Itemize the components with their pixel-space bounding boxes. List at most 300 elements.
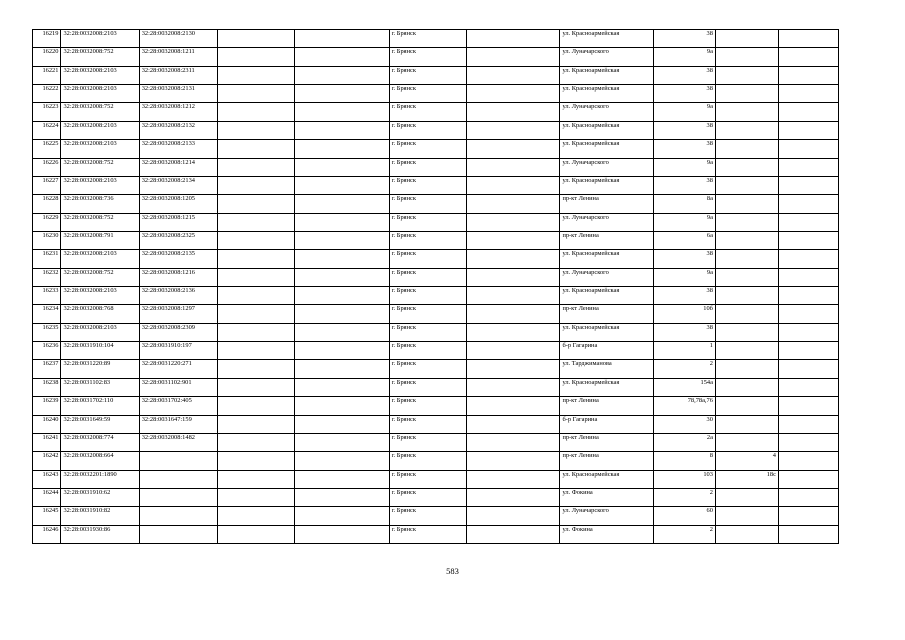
street-cell: пр-кт Ленина bbox=[560, 305, 654, 323]
building-cadastral-number-cell: 32:28:0031647:159 bbox=[139, 415, 217, 433]
building-cadastral-number-cell: 32:28:0032008:2130 bbox=[139, 30, 217, 48]
building-cadastral-number-cell bbox=[139, 507, 217, 525]
building-number-cell bbox=[715, 158, 778, 176]
building-cadastral-number-cell: 32:28:0032008:1212 bbox=[139, 103, 217, 121]
record-number-cell: 16244 bbox=[33, 488, 61, 506]
building-cadastral-number-cell: 32:28:0031220:271 bbox=[139, 360, 217, 378]
blank-column-4-cell bbox=[217, 287, 294, 305]
house-number-cell: 8а bbox=[653, 195, 715, 213]
building-cadastral-number-cell: 32:28:0031102:901 bbox=[139, 378, 217, 396]
blank-column-4-cell bbox=[217, 231, 294, 249]
building-number-cell bbox=[715, 195, 778, 213]
blank-column-4-cell bbox=[217, 48, 294, 66]
street-cell: ул. Луначарского bbox=[560, 213, 654, 231]
blank-column-5-cell bbox=[295, 195, 390, 213]
building-number-cell bbox=[715, 287, 778, 305]
blank-column-7-cell bbox=[466, 176, 560, 194]
record-number-cell: 16241 bbox=[33, 433, 61, 451]
blank-column-7-cell bbox=[466, 470, 560, 488]
street-cell: ул. Луначарского bbox=[560, 48, 654, 66]
record-number-cell: 16246 bbox=[33, 525, 61, 543]
city-cell: г. Брянск bbox=[389, 48, 466, 66]
city-cell: г. Брянск bbox=[389, 85, 466, 103]
blank-column-7-cell bbox=[466, 250, 560, 268]
parcel-cadastral-number-cell: 32:28:0032008:768 bbox=[61, 305, 139, 323]
house-number-cell: 9а bbox=[653, 268, 715, 286]
blank-column-4-cell bbox=[217, 470, 294, 488]
table-row bbox=[33, 158, 839, 176]
street-cell: ул. Фокина bbox=[560, 488, 654, 506]
city-cell: г. Брянск bbox=[389, 452, 466, 470]
record-number-cell: 16222 bbox=[33, 85, 61, 103]
house-number-cell: 38 bbox=[653, 66, 715, 84]
blank-column-7-cell bbox=[466, 378, 560, 396]
blank-column-7-cell bbox=[466, 140, 560, 158]
house-number-cell: 1 bbox=[653, 342, 715, 360]
blank-column-5-cell bbox=[295, 415, 390, 433]
page-number: 583 bbox=[446, 566, 459, 576]
city-cell: г. Брянск bbox=[389, 305, 466, 323]
building-cadastral-number-cell: 32:28:0032008:2131 bbox=[139, 85, 217, 103]
apartment-number-cell bbox=[778, 195, 838, 213]
blank-column-7-cell bbox=[466, 195, 560, 213]
table-row bbox=[33, 268, 839, 286]
street-cell: пр-кт Ленина bbox=[560, 397, 654, 415]
table-row bbox=[33, 360, 839, 378]
parcel-cadastral-number-cell: 32:28:0032008:2103 bbox=[61, 287, 139, 305]
parcel-cadastral-number-cell: 32:28:0032008:774 bbox=[61, 433, 139, 451]
house-number-cell: 38 bbox=[653, 121, 715, 139]
street-cell: ул. Луначарского bbox=[560, 158, 654, 176]
record-number-cell: 16224 bbox=[33, 121, 61, 139]
blank-column-4-cell bbox=[217, 323, 294, 341]
blank-column-5-cell bbox=[295, 305, 390, 323]
parcel-cadastral-number-cell: 32:28:0032008:2103 bbox=[61, 140, 139, 158]
table-row bbox=[33, 30, 839, 48]
parcel-cadastral-number-cell: 32:28:0032008:791 bbox=[61, 231, 139, 249]
parcel-cadastral-number-cell: 32:28:0032008:2103 bbox=[61, 176, 139, 194]
building-number-cell: 18с bbox=[715, 470, 778, 488]
parcel-cadastral-number-cell: 32:28:0032008:2103 bbox=[61, 85, 139, 103]
blank-column-4-cell bbox=[217, 250, 294, 268]
blank-column-4-cell bbox=[217, 176, 294, 194]
blank-column-4-cell bbox=[217, 433, 294, 451]
city-cell: г. Брянск bbox=[389, 66, 466, 84]
house-number-cell: 38 bbox=[653, 140, 715, 158]
city-cell: г. Брянск bbox=[389, 525, 466, 543]
table-row bbox=[33, 121, 839, 139]
blank-column-4-cell bbox=[217, 525, 294, 543]
building-number-cell bbox=[715, 397, 778, 415]
building-cadastral-number-cell: 32:28:0032008:1482 bbox=[139, 433, 217, 451]
blank-column-7-cell bbox=[466, 525, 560, 543]
record-number-cell: 16223 bbox=[33, 103, 61, 121]
record-number-cell: 16230 bbox=[33, 231, 61, 249]
house-number-cell: 103 bbox=[653, 470, 715, 488]
blank-column-7-cell bbox=[466, 415, 560, 433]
blank-column-7-cell bbox=[466, 488, 560, 506]
parcel-cadastral-number-cell: 32:28:0031910:82 bbox=[61, 507, 139, 525]
city-cell: г. Брянск bbox=[389, 158, 466, 176]
registry-sheet bbox=[32, 29, 839, 544]
building-number-cell bbox=[715, 176, 778, 194]
table-row bbox=[33, 250, 839, 268]
house-number-cell: 8 bbox=[653, 452, 715, 470]
building-cadastral-number-cell bbox=[139, 488, 217, 506]
blank-column-5-cell bbox=[295, 231, 390, 249]
city-cell: г. Брянск bbox=[389, 397, 466, 415]
blank-column-4-cell bbox=[217, 30, 294, 48]
blank-column-5-cell bbox=[295, 30, 390, 48]
registry-table bbox=[32, 29, 839, 544]
blank-column-7-cell bbox=[466, 30, 560, 48]
table-row bbox=[33, 507, 839, 525]
blank-column-4-cell bbox=[217, 342, 294, 360]
building-number-cell: 4 bbox=[715, 452, 778, 470]
apartment-number-cell bbox=[778, 66, 838, 84]
house-number-cell: 38 bbox=[653, 323, 715, 341]
house-number-cell: 38 bbox=[653, 250, 715, 268]
house-number-cell: 154а bbox=[653, 378, 715, 396]
record-number-cell: 16232 bbox=[33, 268, 61, 286]
parcel-cadastral-number-cell: 32:28:0031220:89 bbox=[61, 360, 139, 378]
building-cadastral-number-cell: 32:28:0031910:197 bbox=[139, 342, 217, 360]
house-number-cell: 10б bbox=[653, 305, 715, 323]
blank-column-5-cell bbox=[295, 433, 390, 451]
street-cell: б-р Гагарина bbox=[560, 415, 654, 433]
blank-column-7-cell bbox=[466, 268, 560, 286]
parcel-cadastral-number-cell: 32:28:0032008:752 bbox=[61, 103, 139, 121]
city-cell: г. Брянск bbox=[389, 213, 466, 231]
blank-column-5-cell bbox=[295, 213, 390, 231]
building-cadastral-number-cell: 32:28:0032008:2309 bbox=[139, 323, 217, 341]
record-number-cell: 16242 bbox=[33, 452, 61, 470]
record-number-cell: 16235 bbox=[33, 323, 61, 341]
street-cell: ул. Красноармейская bbox=[560, 66, 654, 84]
building-number-cell bbox=[715, 85, 778, 103]
building-number-cell bbox=[715, 433, 778, 451]
table-row bbox=[33, 525, 839, 543]
table-row bbox=[33, 287, 839, 305]
table-row bbox=[33, 470, 839, 488]
record-number-cell: 16228 bbox=[33, 195, 61, 213]
table-row bbox=[33, 433, 839, 451]
building-cadastral-number-cell: 32:28:0032008:1216 bbox=[139, 268, 217, 286]
table-row bbox=[33, 231, 839, 249]
city-cell: г. Брянск bbox=[389, 323, 466, 341]
street-cell: ул. Красноармейская bbox=[560, 470, 654, 488]
city-cell: г. Брянск bbox=[389, 470, 466, 488]
city-cell: г. Брянск bbox=[389, 121, 466, 139]
building-cadastral-number-cell bbox=[139, 452, 217, 470]
building-number-cell bbox=[715, 342, 778, 360]
house-number-cell: 2 bbox=[653, 360, 715, 378]
blank-column-4-cell bbox=[217, 415, 294, 433]
blank-column-7-cell bbox=[466, 360, 560, 378]
blank-column-5-cell bbox=[295, 378, 390, 396]
table-row bbox=[33, 176, 839, 194]
record-number-cell: 16225 bbox=[33, 140, 61, 158]
blank-column-4-cell bbox=[217, 213, 294, 231]
blank-column-7-cell bbox=[466, 287, 560, 305]
building-cadastral-number-cell: 32:28:0031702:405 bbox=[139, 397, 217, 415]
record-number-cell: 16231 bbox=[33, 250, 61, 268]
building-number-cell bbox=[715, 140, 778, 158]
street-cell: ул. Красноармейская bbox=[560, 140, 654, 158]
house-number-cell: 60 bbox=[653, 507, 715, 525]
blank-column-4-cell bbox=[217, 121, 294, 139]
street-cell: ул. Луначарского bbox=[560, 103, 654, 121]
blank-column-7-cell bbox=[466, 507, 560, 525]
parcel-cadastral-number-cell: 32:28:0031930:86 bbox=[61, 525, 139, 543]
blank-column-4-cell bbox=[217, 103, 294, 121]
table-row bbox=[33, 452, 839, 470]
table-row bbox=[33, 305, 839, 323]
record-number-cell: 16219 bbox=[33, 30, 61, 48]
table-row bbox=[33, 195, 839, 213]
table-row bbox=[33, 140, 839, 158]
building-number-cell bbox=[715, 48, 778, 66]
street-cell: ул. Красноармейская bbox=[560, 250, 654, 268]
building-number-cell bbox=[715, 360, 778, 378]
blank-column-4-cell bbox=[217, 488, 294, 506]
apartment-number-cell bbox=[778, 121, 838, 139]
blank-column-5-cell bbox=[295, 176, 390, 194]
street-cell: пр-кт Ленина bbox=[560, 195, 654, 213]
apartment-number-cell bbox=[778, 48, 838, 66]
street-cell: ул. Луначарского bbox=[560, 268, 654, 286]
apartment-number-cell bbox=[778, 268, 838, 286]
record-number-cell: 16237 bbox=[33, 360, 61, 378]
blank-column-7-cell bbox=[466, 66, 560, 84]
building-number-cell bbox=[715, 213, 778, 231]
house-number-cell: 2 bbox=[653, 525, 715, 543]
street-cell: ул. Красноармейская bbox=[560, 30, 654, 48]
table-row bbox=[33, 66, 839, 84]
city-cell: г. Брянск bbox=[389, 433, 466, 451]
blank-column-5-cell bbox=[295, 85, 390, 103]
record-number-cell: 16229 bbox=[33, 213, 61, 231]
table-row bbox=[33, 378, 839, 396]
apartment-number-cell bbox=[778, 140, 838, 158]
blank-column-5-cell bbox=[295, 525, 390, 543]
street-cell: ул. Красноармейская bbox=[560, 323, 654, 341]
parcel-cadastral-number-cell: 32:28:0032008:752 bbox=[61, 48, 139, 66]
blank-column-4-cell bbox=[217, 195, 294, 213]
apartment-number-cell bbox=[778, 158, 838, 176]
parcel-cadastral-number-cell: 32:28:0031702:110 bbox=[61, 397, 139, 415]
apartment-number-cell bbox=[778, 360, 838, 378]
street-cell: ул. Красноармейская bbox=[560, 121, 654, 139]
record-number-cell: 16234 bbox=[33, 305, 61, 323]
building-cadastral-number-cell: 32:28:0032008:2136 bbox=[139, 287, 217, 305]
street-cell: ул. Луначарского bbox=[560, 507, 654, 525]
apartment-number-cell bbox=[778, 323, 838, 341]
building-cadastral-number-cell: 32:28:0032008:2325 bbox=[139, 231, 217, 249]
city-cell: г. Брянск bbox=[389, 103, 466, 121]
house-number-cell: 2а bbox=[653, 433, 715, 451]
building-number-cell bbox=[715, 507, 778, 525]
street-cell: пр-кт Ленина bbox=[560, 452, 654, 470]
parcel-cadastral-number-cell: 32:28:0032008:2103 bbox=[61, 121, 139, 139]
blank-column-4-cell bbox=[217, 397, 294, 415]
blank-column-7-cell bbox=[466, 121, 560, 139]
blank-column-5-cell bbox=[295, 323, 390, 341]
building-number-cell bbox=[715, 231, 778, 249]
blank-column-4-cell bbox=[217, 85, 294, 103]
building-cadastral-number-cell: 32:28:0032008:1214 bbox=[139, 158, 217, 176]
building-cadastral-number-cell: 32:28:0032008:1211 bbox=[139, 48, 217, 66]
record-number-cell: 16238 bbox=[33, 378, 61, 396]
city-cell: г. Брянск bbox=[389, 287, 466, 305]
blank-column-7-cell bbox=[466, 158, 560, 176]
parcel-cadastral-number-cell: 32:28:0032201:1890 bbox=[61, 470, 139, 488]
building-number-cell bbox=[715, 378, 778, 396]
city-cell: г. Брянск bbox=[389, 415, 466, 433]
blank-column-5-cell bbox=[295, 121, 390, 139]
street-cell: ул. Красноармейская bbox=[560, 287, 654, 305]
city-cell: г. Брянск bbox=[389, 488, 466, 506]
apartment-number-cell bbox=[778, 250, 838, 268]
street-cell: ул. Красноармейская bbox=[560, 378, 654, 396]
record-number-cell: 16240 bbox=[33, 415, 61, 433]
apartment-number-cell bbox=[778, 488, 838, 506]
blank-column-5-cell bbox=[295, 268, 390, 286]
apartment-number-cell bbox=[778, 231, 838, 249]
parcel-cadastral-number-cell: 32:28:0032008:752 bbox=[61, 268, 139, 286]
apartment-number-cell bbox=[778, 30, 838, 48]
blank-column-7-cell bbox=[466, 48, 560, 66]
record-number-cell: 16243 bbox=[33, 470, 61, 488]
blank-column-5-cell bbox=[295, 250, 390, 268]
house-number-cell: 9а bbox=[653, 213, 715, 231]
city-cell: г. Брянск bbox=[389, 250, 466, 268]
blank-column-4-cell bbox=[217, 507, 294, 525]
parcel-cadastral-number-cell: 32:28:0031910:104 bbox=[61, 342, 139, 360]
city-cell: г. Брянск bbox=[389, 195, 466, 213]
building-number-cell bbox=[715, 268, 778, 286]
blank-column-5-cell bbox=[295, 66, 390, 84]
record-number-cell: 16236 bbox=[33, 342, 61, 360]
parcel-cadastral-number-cell: 32:28:0032008:664 bbox=[61, 452, 139, 470]
building-cadastral-number-cell: 32:28:0032008:2132 bbox=[139, 121, 217, 139]
parcel-cadastral-number-cell: 32:28:0032008:752 bbox=[61, 213, 139, 231]
building-number-cell bbox=[715, 323, 778, 341]
street-cell: ул. Красноармейская bbox=[560, 176, 654, 194]
street-cell: пр-кт Ленина bbox=[560, 231, 654, 249]
building-number-cell bbox=[715, 305, 778, 323]
blank-column-4-cell bbox=[217, 378, 294, 396]
parcel-cadastral-number-cell: 32:28:0032008:736 bbox=[61, 195, 139, 213]
street-cell: б-р Гагарина bbox=[560, 342, 654, 360]
building-cadastral-number-cell bbox=[139, 470, 217, 488]
house-number-cell: 9а bbox=[653, 103, 715, 121]
blank-column-4-cell bbox=[217, 66, 294, 84]
blank-column-4-cell bbox=[217, 305, 294, 323]
record-number-cell: 16245 bbox=[33, 507, 61, 525]
apartment-number-cell bbox=[778, 176, 838, 194]
street-cell: ул. Красноармейская bbox=[560, 85, 654, 103]
blank-column-7-cell bbox=[466, 213, 560, 231]
city-cell: г. Брянск bbox=[389, 507, 466, 525]
parcel-cadastral-number-cell: 32:28:0032008:2103 bbox=[61, 250, 139, 268]
table-row bbox=[33, 397, 839, 415]
blank-column-5-cell bbox=[295, 103, 390, 121]
blank-column-7-cell bbox=[466, 433, 560, 451]
house-number-cell: 38 bbox=[653, 30, 715, 48]
table-row bbox=[33, 488, 839, 506]
blank-column-7-cell bbox=[466, 103, 560, 121]
blank-column-4-cell bbox=[217, 140, 294, 158]
apartment-number-cell bbox=[778, 470, 838, 488]
building-cadastral-number-cell: 32:28:0032008:1215 bbox=[139, 213, 217, 231]
building-number-cell bbox=[715, 488, 778, 506]
record-number-cell: 16221 bbox=[33, 66, 61, 84]
blank-column-5-cell bbox=[295, 470, 390, 488]
table-row bbox=[33, 85, 839, 103]
apartment-number-cell bbox=[778, 507, 838, 525]
blank-column-5-cell bbox=[295, 397, 390, 415]
blank-column-7-cell bbox=[466, 231, 560, 249]
blank-column-4-cell bbox=[217, 360, 294, 378]
blank-column-7-cell bbox=[466, 397, 560, 415]
apartment-number-cell bbox=[778, 305, 838, 323]
parcel-cadastral-number-cell: 32:28:0032008:752 bbox=[61, 158, 139, 176]
table-row bbox=[33, 323, 839, 341]
building-cadastral-number-cell: 32:28:0032008:2134 bbox=[139, 176, 217, 194]
record-number-cell: 16233 bbox=[33, 287, 61, 305]
blank-column-4-cell bbox=[217, 158, 294, 176]
blank-column-5-cell bbox=[295, 507, 390, 525]
table-row bbox=[33, 342, 839, 360]
building-number-cell bbox=[715, 103, 778, 121]
building-cadastral-number-cell: 32:28:0032008:2311 bbox=[139, 66, 217, 84]
city-cell: г. Брянск bbox=[389, 231, 466, 249]
blank-column-5-cell bbox=[295, 48, 390, 66]
street-cell: ул. Фокина bbox=[560, 525, 654, 543]
house-number-cell: 78,78а,76 bbox=[653, 397, 715, 415]
table-row bbox=[33, 415, 839, 433]
apartment-number-cell bbox=[778, 397, 838, 415]
parcel-cadastral-number-cell: 32:28:0031649:59 bbox=[61, 415, 139, 433]
blank-column-5-cell bbox=[295, 488, 390, 506]
building-number-cell bbox=[715, 250, 778, 268]
building-number-cell bbox=[715, 30, 778, 48]
house-number-cell: 9а bbox=[653, 48, 715, 66]
blank-column-7-cell bbox=[466, 323, 560, 341]
blank-column-5-cell bbox=[295, 360, 390, 378]
city-cell: г. Брянск bbox=[389, 176, 466, 194]
building-cadastral-number-cell bbox=[139, 525, 217, 543]
record-number-cell: 16220 bbox=[33, 48, 61, 66]
apartment-number-cell bbox=[778, 415, 838, 433]
table-row bbox=[33, 103, 839, 121]
parcel-cadastral-number-cell: 32:28:0031102:83 bbox=[61, 378, 139, 396]
house-number-cell: 2 bbox=[653, 488, 715, 506]
building-cadastral-number-cell: 32:28:0032008:2135 bbox=[139, 250, 217, 268]
apartment-number-cell bbox=[778, 378, 838, 396]
house-number-cell: 9а bbox=[653, 158, 715, 176]
table-row bbox=[33, 213, 839, 231]
parcel-cadastral-number-cell: 32:28:0032008:2103 bbox=[61, 30, 139, 48]
house-number-cell: 6а bbox=[653, 231, 715, 249]
blank-column-7-cell bbox=[466, 452, 560, 470]
apartment-number-cell bbox=[778, 433, 838, 451]
blank-column-7-cell bbox=[466, 85, 560, 103]
building-number-cell bbox=[715, 121, 778, 139]
blank-column-5-cell bbox=[295, 140, 390, 158]
city-cell: г. Брянск bbox=[389, 378, 466, 396]
